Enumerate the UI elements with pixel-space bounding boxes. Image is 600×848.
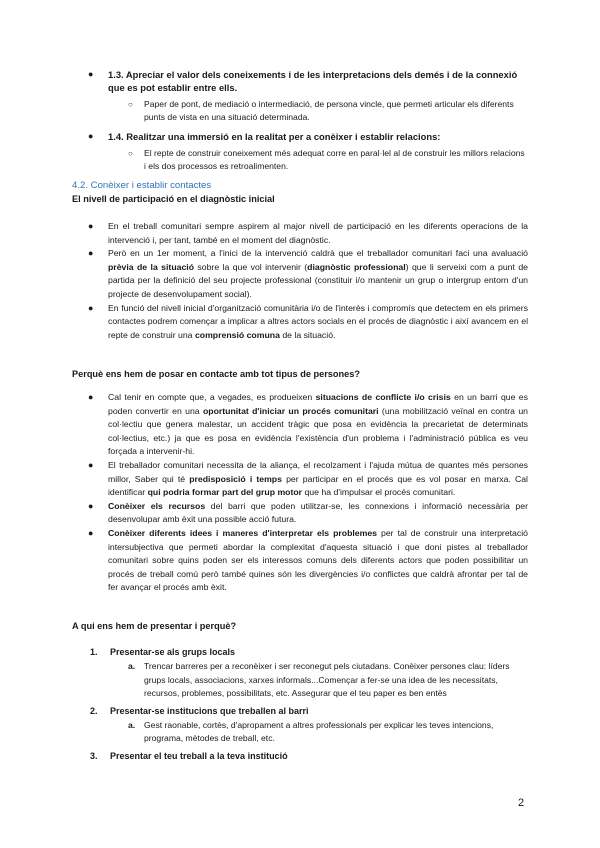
objective-subtext: Paper de pont, de mediació o intermediació, de persona vincle, que permeti articular els diferents punts de vista en una situació determinada. <box>144 98 514 123</box>
bullet-icon: ● <box>88 500 94 511</box>
item-title: Presentar el teu treball a la teva institució <box>110 750 288 761</box>
body-text: que ha d'impulsar el procés comunitari. <box>302 487 456 498</box>
item-number: 3. <box>90 750 98 761</box>
bullet-icon: ● <box>88 221 94 231</box>
body-text: En funció del nivell inicial d'organització comunitària i/o de l'interès i compromís que detectem en els primers contactes podrem començar a implicar a altres actors socials en el procés de diagnòstic i així avancem en el repte de construir una <box>108 302 528 340</box>
body-text: Però en un 1er moment, a l'inici de la intervenció caldrà que el treballador comunitari faci una avaluació <box>108 248 528 259</box>
emphasis-text: oportunitat d'iniciar un procés comunitari <box>202 405 379 416</box>
objective-subtext: El repte de construir coneixement més adequat corre en paral·lel al de construir les millors relacions i els dos processos es retroalimenten. <box>144 147 525 171</box>
item-title: Presentar-se institucions que treballen al barri <box>110 705 309 716</box>
body-text: del barri que poden utilitzar-se, les connexions i informació necessària per desenvolupar amb èxit una possible acció futura. <box>108 500 528 525</box>
numbered-item <box>90 705 530 718</box>
list-item <box>88 302 528 343</box>
bullet-icon: ● <box>88 302 94 313</box>
section-title: 4.2. Conèixer i establir contactes <box>72 180 212 191</box>
numbered-item <box>90 750 530 763</box>
bullet-icon: ● <box>88 131 94 142</box>
list-item <box>88 391 528 459</box>
subitem-text: Trencar barreres per a reconèixer i ser reconegut pels ciutadans. Conèixer persones clau: líders grups locals, associacions, xarxes informals...Començar a fer-se una idea de les necessitats, recursos, problemes, possibilitats, etc. Assegurar que el teu paper es ben entès <box>144 661 510 699</box>
objectives-list <box>88 68 528 179</box>
emphasis-text: comprensió comuna <box>194 329 280 340</box>
objective-subitem <box>128 98 528 124</box>
body-text: en un barri que es poden convertir en una <box>108 392 528 416</box>
bullet-icon: ● <box>88 527 94 538</box>
item-number: 2. <box>90 705 98 716</box>
question-heading: A qui ens hem de presentar i perquè? <box>72 621 237 631</box>
body-text: El treballador comunitari necessita de la aliança, el recolzament i l'ajuda mútua de quantes més persones millor, Saber qui té <box>108 459 528 484</box>
numbered-subitem <box>128 719 530 746</box>
circle-bullet-icon: ○ <box>128 148 133 158</box>
numbered-item <box>90 646 530 659</box>
question-heading: Perquè ens hem de posar en contacte amb tot tipus de persones? <box>72 369 360 379</box>
emphasis-text: prèvia de la situació <box>108 261 195 272</box>
objective-title: 1.3. Apreciar el valor dels coneixements i de les interpretacions dels demés i de la connexió que es pot establir entre ells. <box>108 69 518 94</box>
body-text: sobre la que vol intervenir ( <box>194 261 308 272</box>
circle-bullet-icon: ○ <box>128 99 133 109</box>
objective-title: 1.4. Realitzar una immersió en la realitat per a conèixer i establir relacions: <box>108 131 441 143</box>
section-subtitle: El nivell de participació en el diagnòstic inicial <box>72 194 275 204</box>
emphasis-text: diagnòstic professional <box>307 261 406 272</box>
bullet-icon: ● <box>88 459 94 470</box>
numbered-subitem <box>128 660 530 700</box>
emphasis-text: situacions de conflicte i/o crisis <box>315 392 451 402</box>
bullet-icon: ● <box>88 392 94 402</box>
list-item <box>88 527 528 595</box>
bullet-icon: ● <box>88 248 94 259</box>
subitem-letter: a. <box>128 661 136 672</box>
presentation-list <box>90 646 530 763</box>
item-title: Presentar-se als grups locals <box>110 647 236 657</box>
list-item <box>88 500 528 527</box>
list-item <box>88 220 528 247</box>
body-text: per participar en el procés que es vol posar en marxa. Cal identificar <box>108 473 528 498</box>
objective-subitem <box>128 147 528 173</box>
objective-item <box>88 130 528 143</box>
subitem-text: Gest raonable, cortès, d'apropament a altres professionals per explicar les teves intencions, programa, mètodes de treball, etc. <box>144 720 494 744</box>
subitem-letter: a. <box>128 720 136 731</box>
list-item <box>88 459 528 500</box>
objective-item <box>88 68 528 95</box>
emphasis-text: predisposició i temps <box>189 473 282 484</box>
emphasis-text: qui podria formar part del grup motor <box>147 487 303 498</box>
emphasis-text: Conèixer els recursos <box>108 500 206 511</box>
body-text: ) que li serveixi com a punt de partida per la definició del seu projecte professional (constituir i/o mantenir un grup o intergrup entorn d'un projecte de desenvolupament social). <box>108 261 528 299</box>
body-text: (una mobilització veïnal en contra un col·lectiu que genera malestar, un accident tràgic que posa en evidència la precarietat de determinats col·lectius, etc.) ja que es posa en evidència l'existència d'un problema i l'administració pública es veu forçada a intervenir-hi. <box>108 405 528 457</box>
page-number: 2 <box>518 797 525 809</box>
emphasis-text: Conèixer diferents idees i maneres d'interpretar els problemes <box>108 527 378 538</box>
body-text: Cal tenir en compte que, a vegades, es produeixen <box>108 392 316 402</box>
diagnostic-list <box>88 220 528 342</box>
list-item <box>88 247 528 301</box>
item-number: 1. <box>90 647 98 657</box>
body-text: de la situació. <box>279 329 336 340</box>
body-text: En el treball comunitari sempre aspirem al major nivell de participació en les diferents operacions de la intervenció i, per tant, també en el moment del diagnòstic. <box>108 221 528 245</box>
contact-reasons-list <box>88 391 528 595</box>
body-text: per tal de construir una interpretació intersubjectiva que permeti abordar la complexitat d'aquesta situació i que doni pistes al treballador comunitari sobre quins poden ser els interessos comuns dels diferents actors que poden possibilitar un procés de treball comú però també quines són les divergències i/o conflictes que caldrà afrontar per tal de fer avançar el procés amb èxit. <box>108 527 528 593</box>
bullet-icon: ● <box>88 69 94 79</box>
